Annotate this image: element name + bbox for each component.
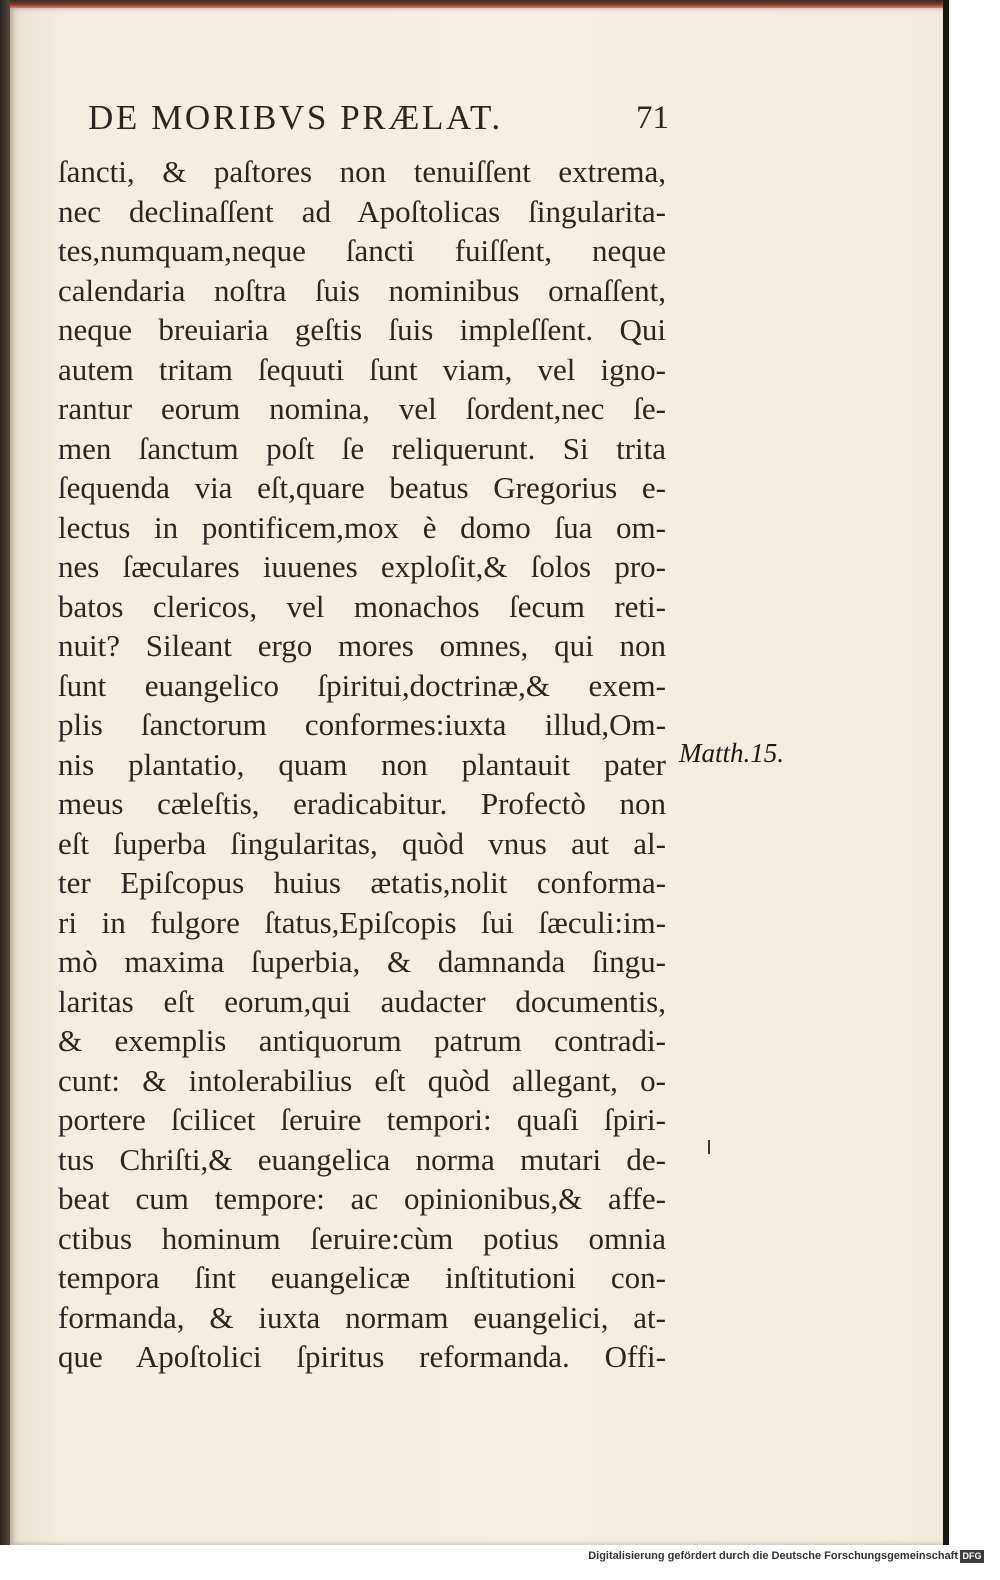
text-line: que Apoſtolici ſpiritus reformanda. Offi- [58,1339,666,1374]
text-line: nes ſæculares iuuenes exploſit,& ſolos pro- [58,549,666,584]
text-line: rantur eorum nomina, vel ſordent,nec ſe- [58,391,666,426]
text-line: nis plantatio, quam non plantauit pater [58,746,666,782]
running-head: DE MORIBVS PRÆLAT. [88,98,503,137]
text-line: meus cæleſtis, eradicabitur. Profectò non [58,786,666,821]
text-line: formanda, & iuxta normam euangelici, at- [58,1299,666,1335]
stray-ink-mark [708,1140,710,1154]
book-binding-edge [0,0,10,1545]
text-line: ter Epiſcopus huius ætatis,nolit conforma- [58,865,666,900]
text-line: tempora ſint euangelicæ inſtitutioni con- [58,1260,666,1295]
marginal-note: Matth.15. [679,738,784,768]
text-line: tus Chriſti,& euangelica norma mutari de- [58,1141,666,1177]
text-line: nuit? Sileant ergo mores omnes, qui non [58,628,666,663]
text-line: portere ſcilicet ſeruire tempori: quaſi ſpiri- [58,1102,666,1137]
folio-number: 71 [636,100,669,136]
text-line: mò maxima ſuperbia, & damnanda ſingu- [58,944,666,979]
right-margin-area [943,0,1000,1545]
text-line: eſt ſuperba ſingularitas, quòd vnus aut al- [58,825,666,861]
text-line: ſancti, & paſtores non tenuiſſent extrema, [58,154,666,189]
text-line: ſunt euangelico ſpiritui,doctrinæ,& exem- [58,667,666,703]
text-line: batos clericos, vel monachos ſecum reti- [58,588,666,624]
text-line: calendaria noſtra ſuis nominibus ornaſſent, [58,272,666,308]
text-line: beat cum tempore: ac opinionibus,& affe- [58,1181,666,1216]
book-cover-edge [943,0,949,1545]
text-line: & exemplis antiquorum patrum contradi- [58,1023,666,1058]
text-line: cunt: & intolerabilius eſt quòd allegant, o- [58,1062,666,1098]
text-line: tes,numquam,neque ſancti fuiſſent, neque [58,233,666,268]
dfg-logo: DFG [960,1550,984,1563]
text-line: ſequenda via eſt,quare beatus Gregorius e- [58,470,666,505]
page-header [88,98,688,148]
body-text-block [58,152,678,1377]
text-line: laritas eſt eorum,qui audacter documentis, [58,983,666,1019]
text-line: neque breuiaria geſtis ſuis impleſſent. Qui [58,312,666,347]
text-line: lectus in pontificem,mox è domo ſua om- [58,509,666,545]
digitization-credit: Digitalisierung gefördert durch die Deutsche Forschungsgemeinschaft [588,1550,958,1562]
text-line: plis ſanctorum conformes:iuxta illud,Om- [58,707,666,742]
text-line: nec declinaſſent ad Apoſtolicas ſingularita- [58,193,666,229]
text-line: men ſanctum poſt ſe reliquerunt. Si trita [58,430,666,466]
text-line: ctibus hominum ſeruire:cùm potius omnia [58,1220,666,1256]
text-line: autem tritam ſequuti ſunt viam, vel igno- [58,351,666,387]
text-line: ri in fulgore ſtatus,Epiſcopis ſui ſæculi:im- [58,904,666,940]
